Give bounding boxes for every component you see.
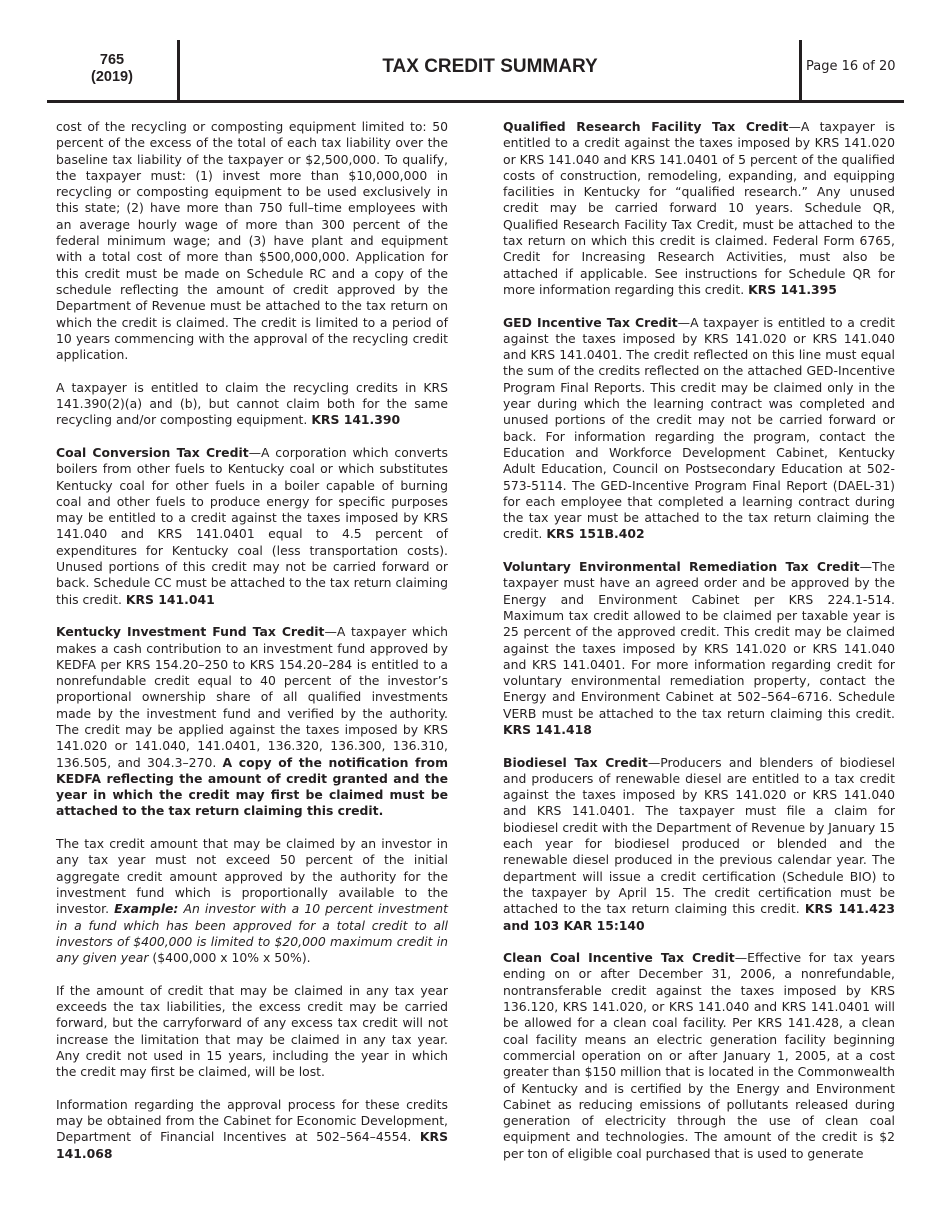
qualified-research-section: Qualified Research Facility Tax Credit—A taxpayer is entitled to a credit against the taxes imposed by KRS 141.020 or KRS 141.040 and KRS 141.0401 of 5 percent of the qualified costs of construction, remodeling, expanding, and equipping facilities in Kentucky for “qualified research.” Any unused credit may be carried forward 10 years. Schedule QR, Qualified Research Facility Tax Credit, must be attached to the tax return on which this credit is claimed. Federal Form 6765, Credit for Increasing Research Activities, must also be attached if applicable. See instructions for Schedule QR for more information regarding this credit. KRS 141.395	[503, 119, 895, 297]
page-number: Page 16 of 20	[806, 59, 896, 74]
recycling-both-paragraph: A taxpayer is entitled to claim the recycling credits in KRS 141.390(2)(a) and (b), but cannot claim both for the same recycling and/or composting equipment. KRS 141.390	[56, 379, 448, 428]
kif-section: Kentucky Investment Fund Tax Credit—A taxpayer which makes a cash contribution to an investment fund approved by KEDFA per KRS 154.20–250 to KRS 154.20–284 is entitled to a nonrefundable credit equal to 40 percent of the investor’s proportional ownership share of all qualified investments made by the investment fund and verified by the authority. The credit may be applied against the taxes imposed by KRS 141.020 or 141.040, 141.0401, 136.320, 136.300, 136.310, 136.505, and 304.3–270. A copy of the notification from KEDFA reflecting the amount of credit granted and the year in which the credit may first be claimed must be attached to the tax return claiming this credit.	[56, 624, 448, 819]
page-title: TAX CREDIT SUMMARY	[382, 56, 598, 77]
coal-conversion-ref: KRS 141.041	[125, 591, 215, 607]
verb-ref: KRS 141.418	[503, 721, 592, 737]
kif-ref: KRS 141.068	[56, 1129, 448, 1161]
qualified-research-title: Qualified Research Facility Tax Credit	[503, 119, 789, 134]
left-column	[56, 119, 448, 1178]
page-header	[47, 40, 904, 104]
form-number: 765	[99, 52, 125, 68]
biodiesel-ref: KRS 141.423 and 103 KAR 15:140	[503, 901, 895, 933]
ged-title: GED Incentive Tax Credit	[503, 314, 678, 330]
right-column	[503, 119, 895, 1178]
kif-attachment-note: A copy of the notification from KEDFA reflecting the amount of credit granted and the year in which the credit may first be claimed must be attached to the tax return claiming this credit.	[56, 754, 448, 819]
qualified-research-ref: KRS 141.395	[748, 281, 837, 297]
biodiesel-section: Biodiesel Tax Credit—Producers and blenders of biodiesel and producers of renewable diesel are entitled to a tax credit against the taxes imposed by KRS 141.020 or KRS 141.040 and KRS 141.0401. The taxpayer must file a claim for biodiesel credit with the Department of Revenue by January 15 each year for biodiesel produced or blended and the renewable diesel produced in the previous calendar year. The department will issue a credit certification (Schedule BIO) to the taxpayer by April 15. The credit certification must be attached to the tax return claiming this credit. KRS 141.423 and 103 KAR 15:140	[503, 754, 896, 933]
biodiesel-title: Biodiesel Tax Credit	[503, 754, 648, 770]
verb-section: Voluntary Environmental Remediation Tax Credit—The taxpayer must have an agreed order and be approved by the Energy and Environment Cabinet per KRS 224.1-514. Maximum tax credit allowed to be claimed per taxable year is 25 percent of the approved credit. This credit may be claimed against the taxes imposed by KRS 141.020 or KRS 141.040 and KRS 141.0401. For more information regarding credit for voluntary environmental remediation property, contact the Energy and Environment Cabinet at 502–564–6716. Schedule VERB must be attached to the tax return claiming this credit. KRS 141.418	[503, 559, 895, 737]
kif-example-label: Example:	[114, 901, 179, 917]
clean-coal-title: Clean Coal Incentive Tax Credit	[503, 950, 735, 966]
clean-coal-section: Clean Coal Incentive Tax Credit—Effective for tax years ending on or after December 31, 2006, a nonrefundable, nontransferable credit against the taxes imposed by KRS 136.120, KRS 141.020, or KRS 141.040 and KRS 141.0401 will be allowed for a clean coal facility. Per KRS 141.428, a clean coal facility means an electric generation facility beginning commercial operation on or after January 1, 2005, at a cost greater than $150 million that is located in the Commonwealth of Kentucky and is certified by the Energy and Environment Cabinet as reducing emissions of pollutants released during generation of electricity through the use of clean coal equipment and technologies. The amount of the credit is $2 per ton of eligible coal purchased that is used to generate	[503, 950, 896, 1161]
kif-title: Kentucky Investment Fund Tax Credit	[56, 624, 325, 640]
coal-conversion-title: Coal Conversion Tax Credit	[56, 444, 249, 460]
kif-carryforward-paragraph: If the amount of credit that may be claimed in any tax year exceeds the tax liabilities, the excess credit may be carried forward, but the carryforward of any excess tax credit will not increase the limitation that may be claimed in any tax year. Any credit not used in 15 years, including the year in which the credit may first be claimed, will be lost.	[56, 982, 448, 1080]
kif-info-paragraph: Information regarding the approval process for these credits may be obtained from the Cabinet for Economic Development, Department of Financial Incentives at 502–564–4554. KRS 141.068	[56, 1096, 448, 1161]
ged-section: GED Incentive Tax Credit—A taxpayer is entitled to a credit against the taxes imposed by KRS 141.020 or KRS 141.040 and KRS 141.0401. The credit reflected on this line must equal the sum of the credits reflected on the attached GED-Incentive Program Final Reports. This credit may be claimed only in the year during which the learning contract was completed and unused portions of the credit may not be carried forward or back. For information regarding the program, contact the Education and Workforce Development Cabinet, Kentucky Adult Education, Council on Postsecondary Education at 502-573-5114. The GED-Incentive Program Final Report (DAEL-31) for each employee that completed a learning contract during the tax year must be attached to the tax return claiming the credit. KRS 151B.402	[503, 314, 895, 542]
recycling-continued: cost of the recycling or composting equipment limited to: 50 percent of the excess of the total of each tax liability over the baseline tax liability of the taxpayer or $2,500,000. To qualify, the taxpayer must: (1) invest more than $10,000,000 in recycling or composting equipment to be used exclusively in this state; (2) have more than 750 full–time employees with an average hourly wage of more than 300 percent of the federal minimum wage; and (3) have plant and equipment with a total cost of more than $500,000,000. Application for this credit must be made on Schedule RC and a copy of the schedule reflecting the amount of credit approved by the Department of Revenue must be attached to the tax return on which the credit is claimed. The credit is limited to a period of 10 years commencing with the approval of the recycling credit application.	[56, 119, 448, 363]
form-year: (2019)	[91, 69, 133, 85]
form-id-block	[47, 52, 177, 86]
ged-ref: KRS 151B.402	[546, 526, 645, 542]
kif-example-text: An investor with a 10 percent investment in a fund which has been approved for a total credit to all investors of $400,000 is limited to $20,000 maximum credit in any given year	[56, 901, 448, 966]
header-rule	[47, 100, 904, 103]
coal-conversion-section: Coal Conversion Tax Credit—A corporation which converts boilers from other fuels to Kentucky coal or which substitutes Kentucky coal for other fuels in a boiler capable of burning coal and other fuels to produce energy for specific purposes may be entitled to a credit against the taxes imposed by KRS 141.040 and KRS 141.0401 equal to 4.5 percent of expenditures for Kentucky coal (less transportation costs). Unused portions of this credit may not be carried forward or back. Schedule CC must be attached to the tax return claiming this credit. KRS 141.041	[56, 444, 449, 607]
kif-amount-paragraph: The tax credit amount that may be claimed by an investor in any tax year must not exceed 50 percent of the initial aggregate credit amount approved by the authority for the investment fund which is proportionally available to the investor. Example: An investor with a 10 percent investment in a fund which has been approved for a total credit to all investors of $400,000 is limited to $20,000 maximum credit in any given year ($400,000 x 10% x 50%).	[56, 836, 448, 966]
header-divider-right	[799, 40, 802, 102]
recycling-ref: KRS 141.390	[311, 412, 401, 428]
verb-title: Voluntary Environmental Remediation Tax Credit	[503, 559, 860, 575]
